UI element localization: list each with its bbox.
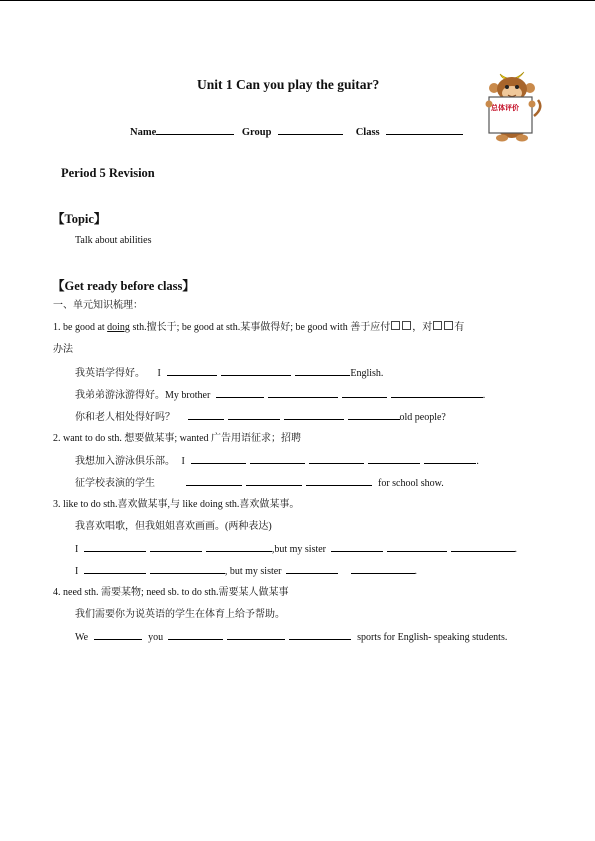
blank[interactable]	[191, 454, 246, 464]
item-1-text-e: 有	[454, 322, 465, 333]
item-1-s1-end: English.	[350, 368, 384, 379]
item-1-text-a: 1. be good at	[53, 322, 108, 333]
item-4-you: you	[148, 632, 164, 643]
get-ready-heading: 【Get ready before class】	[52, 279, 195, 293]
blank[interactable]	[246, 476, 302, 486]
blank[interactable]	[188, 410, 224, 420]
blank[interactable]	[306, 476, 372, 486]
item-3-b-end: .	[414, 566, 418, 577]
blank[interactable]	[150, 542, 202, 552]
item-1-title-cont: 办法	[53, 344, 73, 355]
item-2-s2-chinese: 征学校表演的学生	[75, 478, 155, 489]
item-1-sentence-2	[75, 388, 485, 402]
group-label: Group	[241, 127, 272, 138]
blank[interactable]	[351, 564, 415, 574]
item-4-chinese: 我们需要你为说英语的学生在体育上给予帮助。	[75, 609, 285, 620]
item-1-sentence-1	[75, 366, 383, 380]
item-3-b-mid: , but my sister	[224, 566, 282, 577]
item-1-text-c: sth.擅长于; be good at sth.某事做得好; be good with 善于应付	[129, 322, 391, 333]
item-1-text-d: ，对	[412, 322, 433, 333]
item-1-s3-end: old people?	[399, 412, 446, 423]
blank[interactable]	[186, 476, 242, 486]
blank[interactable]	[284, 410, 344, 420]
blank[interactable]	[84, 542, 146, 552]
blank[interactable]	[228, 410, 280, 420]
item-3-chinese: 我喜欢唱歌，但我姐姐喜欢画画。(两种表达)	[75, 521, 272, 532]
item-3-a-mid: ,but my sister	[271, 544, 327, 555]
student-info-row	[130, 123, 463, 138]
item-2-sentence-1	[75, 454, 479, 468]
blank[interactable]	[150, 564, 225, 574]
class-field[interactable]	[386, 123, 463, 135]
missing-char-box	[402, 321, 411, 330]
topic-text: Talk about abilities	[75, 235, 152, 246]
blank[interactable]	[221, 366, 291, 376]
item-2-s1-word: I	[181, 456, 185, 467]
blank[interactable]	[250, 454, 305, 464]
blank[interactable]	[268, 388, 338, 398]
item-1-s1-chinese: 我英语学得好。	[75, 368, 145, 379]
item-1-s2-chinese: 我弟弟游泳游得好。	[75, 390, 165, 401]
badge-label: 总体评价	[491, 104, 519, 112]
period-heading: Period 5 Revision	[61, 166, 155, 180]
blank[interactable]	[289, 630, 351, 640]
blank[interactable]	[227, 630, 285, 640]
blank[interactable]	[331, 542, 383, 552]
item-1-s1-word: I	[157, 368, 161, 379]
item-1-doing: doing	[107, 322, 130, 333]
item-2-s1-end: .	[476, 456, 479, 467]
blank[interactable]	[84, 564, 146, 574]
blank[interactable]	[451, 542, 515, 552]
missing-char-box	[444, 321, 453, 330]
item-3-answer-b	[75, 564, 417, 578]
item-3-a-end: .	[514, 544, 518, 555]
group-field[interactable]	[278, 123, 343, 135]
class-label: Class	[355, 127, 380, 138]
item-2-s2-end: for school show.	[378, 478, 444, 489]
blank[interactable]	[391, 388, 483, 398]
blank[interactable]	[348, 410, 400, 420]
item-3-title: 3. like to do sth.喜欢做某事,与 like doing sth.喜欢做某事。	[53, 499, 300, 510]
blank[interactable]	[309, 454, 364, 464]
item-2-sentence-2	[75, 476, 444, 490]
item-4-title: 4. need sth. 需要某物; need sb. to do sth.需要某人做某事	[53, 587, 289, 598]
item-1-title	[53, 321, 464, 334]
blank[interactable]	[167, 366, 217, 376]
blank[interactable]	[387, 542, 447, 552]
page-title: Unit 1 Can you play the guitar?	[197, 77, 380, 92]
topic-heading: 【Topic】	[52, 212, 107, 226]
section-intro: 一、单元知识梳理：	[53, 300, 143, 311]
item-3-b-word: I	[75, 566, 79, 577]
top-border-line	[0, 0, 595, 1]
missing-char-box	[433, 321, 442, 330]
blank[interactable]	[216, 388, 264, 398]
blank[interactable]	[424, 454, 476, 464]
blank[interactable]	[295, 366, 350, 376]
blank[interactable]	[94, 630, 142, 640]
blank[interactable]	[206, 542, 272, 552]
name-label: Name	[130, 127, 157, 138]
item-1-s2-english: My brother	[165, 390, 211, 401]
item-2-title: 2. want to do sth. 想要做某事; wanted 广告用语征求；招聘	[53, 433, 302, 444]
item-4-end: sports for English- speaking students.	[357, 632, 508, 643]
item-2-s1-chinese: 我想加入游泳俱乐部。	[75, 456, 175, 467]
missing-char-box	[391, 321, 400, 330]
blank[interactable]	[286, 564, 338, 574]
name-field[interactable]	[156, 123, 234, 135]
blank[interactable]	[368, 454, 420, 464]
item-3-a-word: I	[75, 544, 79, 555]
blank[interactable]	[168, 630, 223, 640]
item-1-s3-chinese: 你和老人相处得好吗？	[75, 412, 175, 423]
item-3-answer-a	[75, 542, 517, 556]
item-4-we: We	[75, 632, 89, 643]
item-4-answer	[75, 630, 507, 644]
item-1-s2-end: .	[482, 390, 486, 401]
item-1-sentence-3	[75, 410, 446, 424]
blank[interactable]	[342, 388, 387, 398]
